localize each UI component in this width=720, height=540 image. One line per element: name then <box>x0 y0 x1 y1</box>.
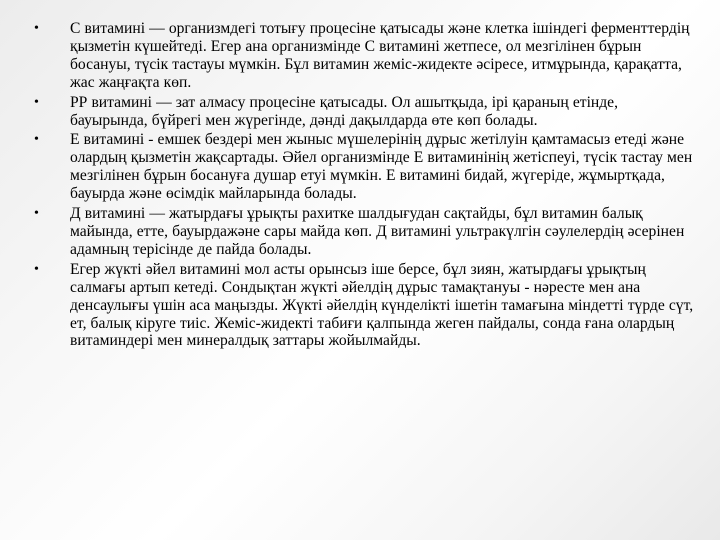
bullet-text: Е витамині - емшек бездері мен жыныс мүшелерінің дұрыс жетілуін қамтамасыз етеді және олардың қызметін жақсартады. Әйел организмінде Е витаминінің жетіспеуі, түсік тастау мен мезгілінен бұрын босануға душар етуі мүмкін. Е витамині бидай, жүгеріде, жұмыртқада, бауырда және өсімдік майларында болады. <box>70 131 693 203</box>
bullet-item-vitamin-c <box>34 20 698 92</box>
bullet-text: Егер жүкті әйел витамині мол асты орынсыз іше берсе, бұл зиян, жатырдағы ұрықтың салмағы артып кетеді. Сондықтан жүкті әйелдің дұрыс тамақтануы - нәресте мен ана денсаулығы үшін аса маңызды. Жүкті әйелдің күнделікті ішетін тамағына міндетті түрде сүт, ет, балық кіруге тиіс. Жеміс-жидекті табиғи қалпында жеген пайдалы, сонда ғана олардың витаминдері мен минералдық заттары жойылмайды. <box>70 260 694 350</box>
bullet-icon: • <box>34 94 39 110</box>
bullet-text: С витамині — организмдегі тотығу процесіне қатысады және клетка ішіндегі ферменттердің қызметін күшейтеді. Егер ана организмінде С витамині жетпесе, ол мезгілінен бұрын босануы, түсік тастауы мүмкін. Бұл витамин жеміс-жидекте әсіресе, итмұрында, қарақатта, жас жаңғақта көп. <box>70 20 690 91</box>
bullet-item-pregnancy-nutrition <box>34 261 698 351</box>
bullet-icon: • <box>34 206 39 222</box>
bullet-icon: • <box>34 261 39 277</box>
bullet-item-vitamin-pp <box>34 94 698 130</box>
bullet-icon: • <box>34 132 39 148</box>
bullet-item-vitamin-d <box>34 205 698 259</box>
bullet-item-vitamin-e <box>34 131 698 203</box>
bullet-list <box>34 20 698 352</box>
bullet-text: Д витамині — жатырдағы ұрықты рахитке шалдығудан сақтайды, бұл витамин балық майында, етте, бауырдажәне сары майда көп. Д витамині ультракүлгін сәулелердің әсерінен адамның терісінде де пайда болады. <box>70 205 685 258</box>
bullet-icon: • <box>34 21 39 36</box>
bullet-text: РР витамині — зат алмасу процесіне қатысады. Ол ашытқыда, ірі қараның етінде, бауырында, бүйрегі мен жүрегінде, дәнді дақылдарда өте көп болады. <box>70 93 618 129</box>
